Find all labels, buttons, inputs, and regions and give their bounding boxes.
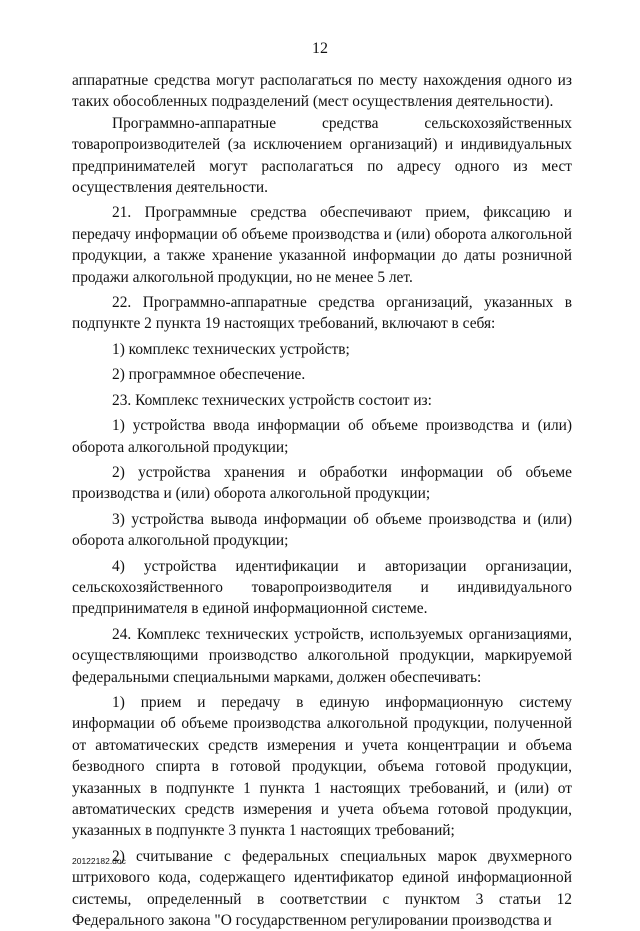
page-number: 12 xyxy=(312,40,328,57)
paragraph-24: 24. Комплекс технических устройств, используемых организациями, осуществляющими производство алкогольной продукции, маркируемой федеральными специальными марками, должен обеспечивать: xyxy=(72,625,572,686)
paragraph-22-item-1: 1) комплекс технических устройств; xyxy=(112,340,350,358)
paragraph-22-item-2: 2) программное обеспечение. xyxy=(112,366,306,384)
paragraph-agricultural-producers: Программно-аппаратные средства сельскохозяйственных товаропроизводителей (за исключением организаций) и индивидуальных предпринимателей могут располагаться по адресу одного из мест осуществления деятельности. xyxy=(72,114,572,197)
document-body xyxy=(72,70,572,931)
paragraph-23-item-3: 3) устройства вывода информации об объеме производства и (или) оборота алкогольной продукции; xyxy=(72,510,572,550)
paragraph-23: 23. Комплекс технических устройств состоит из: xyxy=(112,391,432,409)
paragraph-23-item-2: 2) устройства хранения и обработки информации об объеме производства и (или) оборота алкогольной продукции; xyxy=(72,463,572,503)
file-name-footer: 20122182.doc xyxy=(72,856,126,866)
paragraph-23-item-4: 4) устройства идентификации и авторизации организации, сельскохозяйственного товаропроизводителя и индивидуального предпринимателя в единой информационной системе. xyxy=(72,557,572,618)
paragraph-24-item-2: 2) считывание с федеральных специальных марок двухмерного штрихового кода, содержащего идентификатор единой информационной системы, определенный в соответствии с пунктом 3 статьи 12 Федерального закона "О государственном регулировании производства и xyxy=(72,847,572,930)
paragraph-23-item-1: 1) устройства ввода информации об объеме производства и (или) оборота алкогольной продукции; xyxy=(72,417,572,456)
paragraph-continuation: аппаратные средства могут располагаться по месту нахождения одного из таких обособленных подразделений (мест осуществления деятельности). xyxy=(72,72,572,111)
paragraph-22: 22. Программно-аппаратные средства организаций, указанных в подпункте 2 пункта 19 настоящих требований, включают в себя: xyxy=(72,294,572,333)
paragraph-21: 21. Программные средства обеспечивают прием, фиксацию и передачу информации об объеме производства и (или) оборота алкогольной продукции, а также хранение указанной информации до даты розничной продажи алкогольной продукции, но не менее 5 лет. xyxy=(72,204,572,286)
paragraph-24-item-1: 1) прием и передачу в единую информационную систему информации об объеме производства алкогольной продукции, полученной от автоматических средств измерения и учета концентрации и объема безводного спирта в готовой продукции, объема готовой продукции, указанных в подпункте 1 пункта 1 настоящих требований, и (или) от автоматических средств измерения и учета объема готовой продукции, указанных в подпункте 3 пункта 1 настоящих требований; xyxy=(72,693,572,840)
